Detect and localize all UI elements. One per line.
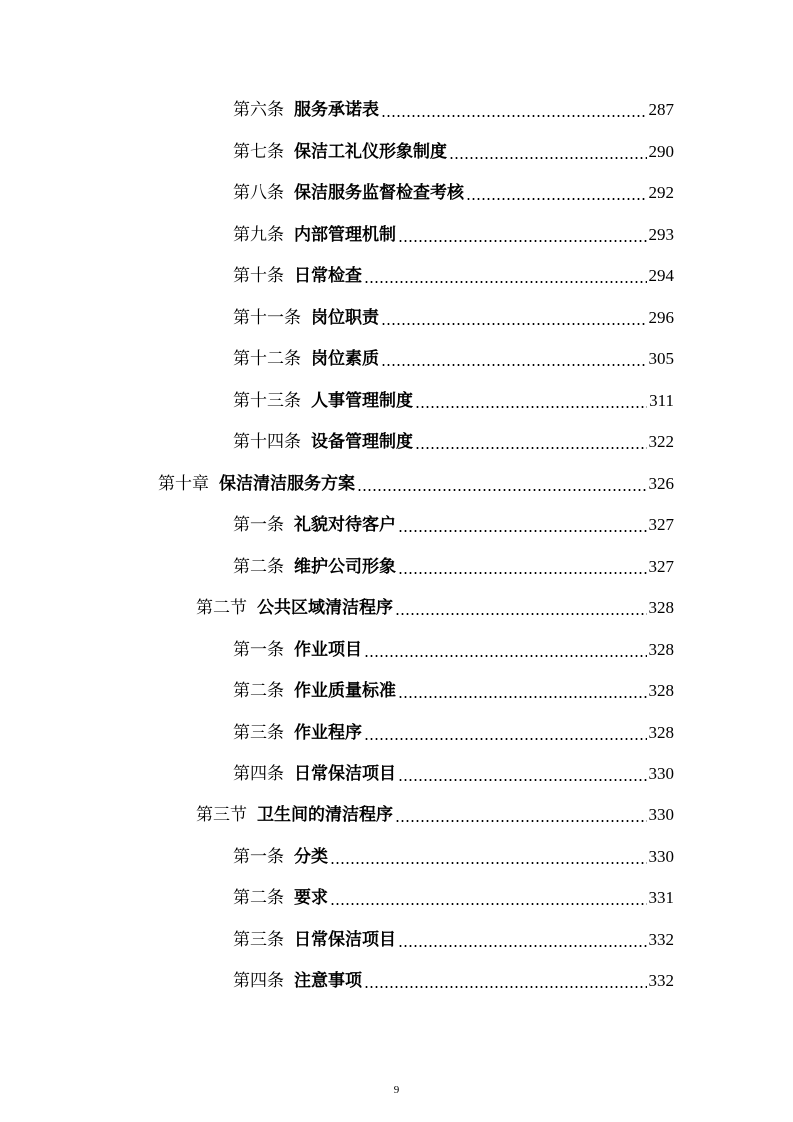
toc-entry-title: 岗位素质 [311, 349, 379, 369]
toc-entry-number: 第三节 [196, 805, 247, 825]
toc-entry-page: 330 [648, 847, 674, 866]
toc-entry-section[interactable] [196, 800, 674, 826]
toc-entry[interactable] [233, 966, 674, 992]
toc-entry[interactable] [233, 676, 674, 702]
toc-entry-number: 第六条 [233, 100, 284, 120]
toc-entry-number: 第二条 [233, 557, 284, 577]
toc-entry[interactable] [233, 303, 674, 329]
toc-entry-page: 328 [648, 723, 674, 742]
toc-entry[interactable] [233, 427, 674, 453]
toc-leader-dots [381, 115, 647, 117]
toc-entry-title: 服务承诺表 [294, 100, 379, 120]
toc-entry-page: 332 [648, 930, 674, 949]
toc-entry-page: 292 [648, 183, 674, 202]
toc-entry-title: 日常保洁项目 [294, 764, 396, 784]
toc-entry-number: 第四条 [233, 971, 284, 991]
toc-entry[interactable] [233, 718, 674, 744]
footer-page-number: 9 [393, 1084, 400, 1096]
toc-entry-page: 305 [648, 349, 674, 368]
toc-entry-page: 332 [648, 971, 674, 990]
toc-entry-number: 第二条 [233, 888, 284, 908]
toc-entry-number: 第十三条 [233, 391, 301, 411]
toc-leader-dots [398, 530, 647, 532]
toc-entry-page: 331 [648, 888, 674, 907]
toc-entry-number: 第三条 [233, 930, 284, 950]
toc-entry-number: 第十四条 [233, 432, 301, 452]
toc-leader-dots [398, 572, 647, 574]
toc-entry-title: 分类 [294, 847, 328, 867]
toc-entry[interactable] [233, 552, 674, 578]
toc-entry-page: 328 [648, 598, 674, 617]
toc-entry-title: 日常检查 [294, 266, 362, 286]
toc-entry-chapter[interactable] [158, 469, 674, 495]
toc-entry[interactable] [233, 635, 674, 661]
toc-entry[interactable] [233, 137, 674, 163]
toc-entry[interactable] [233, 842, 674, 868]
toc-entry-title: 内部管理机制 [294, 225, 396, 245]
toc-entry[interactable] [233, 510, 674, 536]
toc-entry-number: 第三条 [233, 723, 284, 743]
toc-entry-page: 290 [648, 142, 674, 161]
toc-entry-title: 注意事项 [294, 971, 362, 991]
toc-entry-title: 作业项目 [294, 640, 362, 660]
toc-entry-number: 第十二条 [233, 349, 301, 369]
toc-entry-page: 311 [649, 391, 674, 410]
toc-leader-dots [364, 738, 647, 740]
toc-entry-title: 要求 [294, 888, 328, 908]
toc-entry-title: 卫生间的清洁程序 [257, 805, 393, 825]
toc-entry-number: 第二条 [233, 681, 284, 701]
toc-leader-dots [381, 323, 647, 325]
toc-leader-dots [364, 281, 647, 283]
toc-entry-title: 人事管理制度 [311, 391, 413, 411]
toc-leader-dots [398, 945, 647, 947]
toc-entry[interactable] [233, 883, 674, 909]
toc-entry-page: 296 [648, 308, 674, 327]
toc-leader-dots [330, 903, 647, 905]
toc-entry-number: 第七条 [233, 142, 284, 162]
toc-entry-page: 330 [648, 764, 674, 783]
toc-entry-number: 第八条 [233, 183, 284, 203]
toc-entry-number: 第九条 [233, 225, 284, 245]
toc-entry[interactable] [233, 178, 674, 204]
toc-entry[interactable] [233, 220, 674, 246]
toc-leader-dots [466, 198, 647, 200]
toc-entry[interactable] [233, 386, 674, 412]
toc-entry-number: 第一条 [233, 847, 284, 867]
toc-entry-title: 设备管理制度 [311, 432, 413, 452]
toc-entry-number: 第四条 [233, 764, 284, 784]
toc-entry-number: 第二节 [196, 598, 247, 618]
toc-entry-page: 293 [648, 225, 674, 244]
toc-entry-section[interactable] [196, 593, 674, 619]
toc-entry-page: 294 [648, 266, 674, 285]
toc-entry-page: 330 [648, 805, 674, 824]
toc-entry-number: 第十章 [158, 474, 209, 494]
toc-leader-dots [395, 820, 647, 822]
toc-entry-title: 保洁工礼仪形象制度 [294, 142, 447, 162]
toc-entry-page: 327 [648, 515, 674, 534]
toc-entry-page: 326 [648, 474, 674, 493]
toc-entry-page: 287 [648, 100, 674, 119]
toc-leader-dots [398, 779, 647, 781]
toc-leader-dots [415, 406, 647, 408]
toc-entry-title: 作业质量标准 [294, 681, 396, 701]
toc-entry[interactable] [233, 925, 674, 951]
toc-entry[interactable] [233, 759, 674, 785]
toc-leader-dots [398, 240, 647, 242]
toc-entry-number: 第十一条 [233, 308, 301, 328]
toc-entry-title: 礼貌对待客户 [294, 515, 396, 535]
toc-entry-title: 作业程序 [294, 723, 362, 743]
toc-entry-number: 第一条 [233, 640, 284, 660]
toc-entry-number: 第一条 [233, 515, 284, 535]
toc-entry-title: 岗位职责 [311, 308, 379, 328]
toc-entry-title: 保洁服务监督检查考核 [294, 183, 464, 203]
toc-entry[interactable] [233, 344, 674, 370]
toc-leader-dots [449, 157, 647, 159]
toc-entry-title: 保洁清洁服务方案 [219, 474, 355, 494]
toc-leader-dots [381, 364, 647, 366]
toc-leader-dots [364, 655, 647, 657]
toc-entry-number: 第十条 [233, 266, 284, 286]
toc-leader-dots [395, 613, 647, 615]
toc-entry-page: 322 [648, 432, 674, 451]
toc-entry[interactable] [233, 261, 674, 287]
toc-entry[interactable] [233, 95, 674, 121]
toc-leader-dots [398, 696, 647, 698]
toc-leader-dots [357, 489, 647, 491]
toc-leader-dots [364, 986, 647, 988]
toc-leader-dots [330, 862, 647, 864]
toc-entry-page: 327 [648, 557, 674, 576]
toc-entry-page: 328 [648, 640, 674, 659]
toc-entry-title: 维护公司形象 [294, 557, 396, 577]
toc-entry-page: 328 [648, 681, 674, 700]
toc-leader-dots [415, 447, 647, 449]
toc-entry-title: 公共区域清洁程序 [257, 598, 393, 618]
toc-entry-title: 日常保洁项目 [294, 930, 396, 950]
